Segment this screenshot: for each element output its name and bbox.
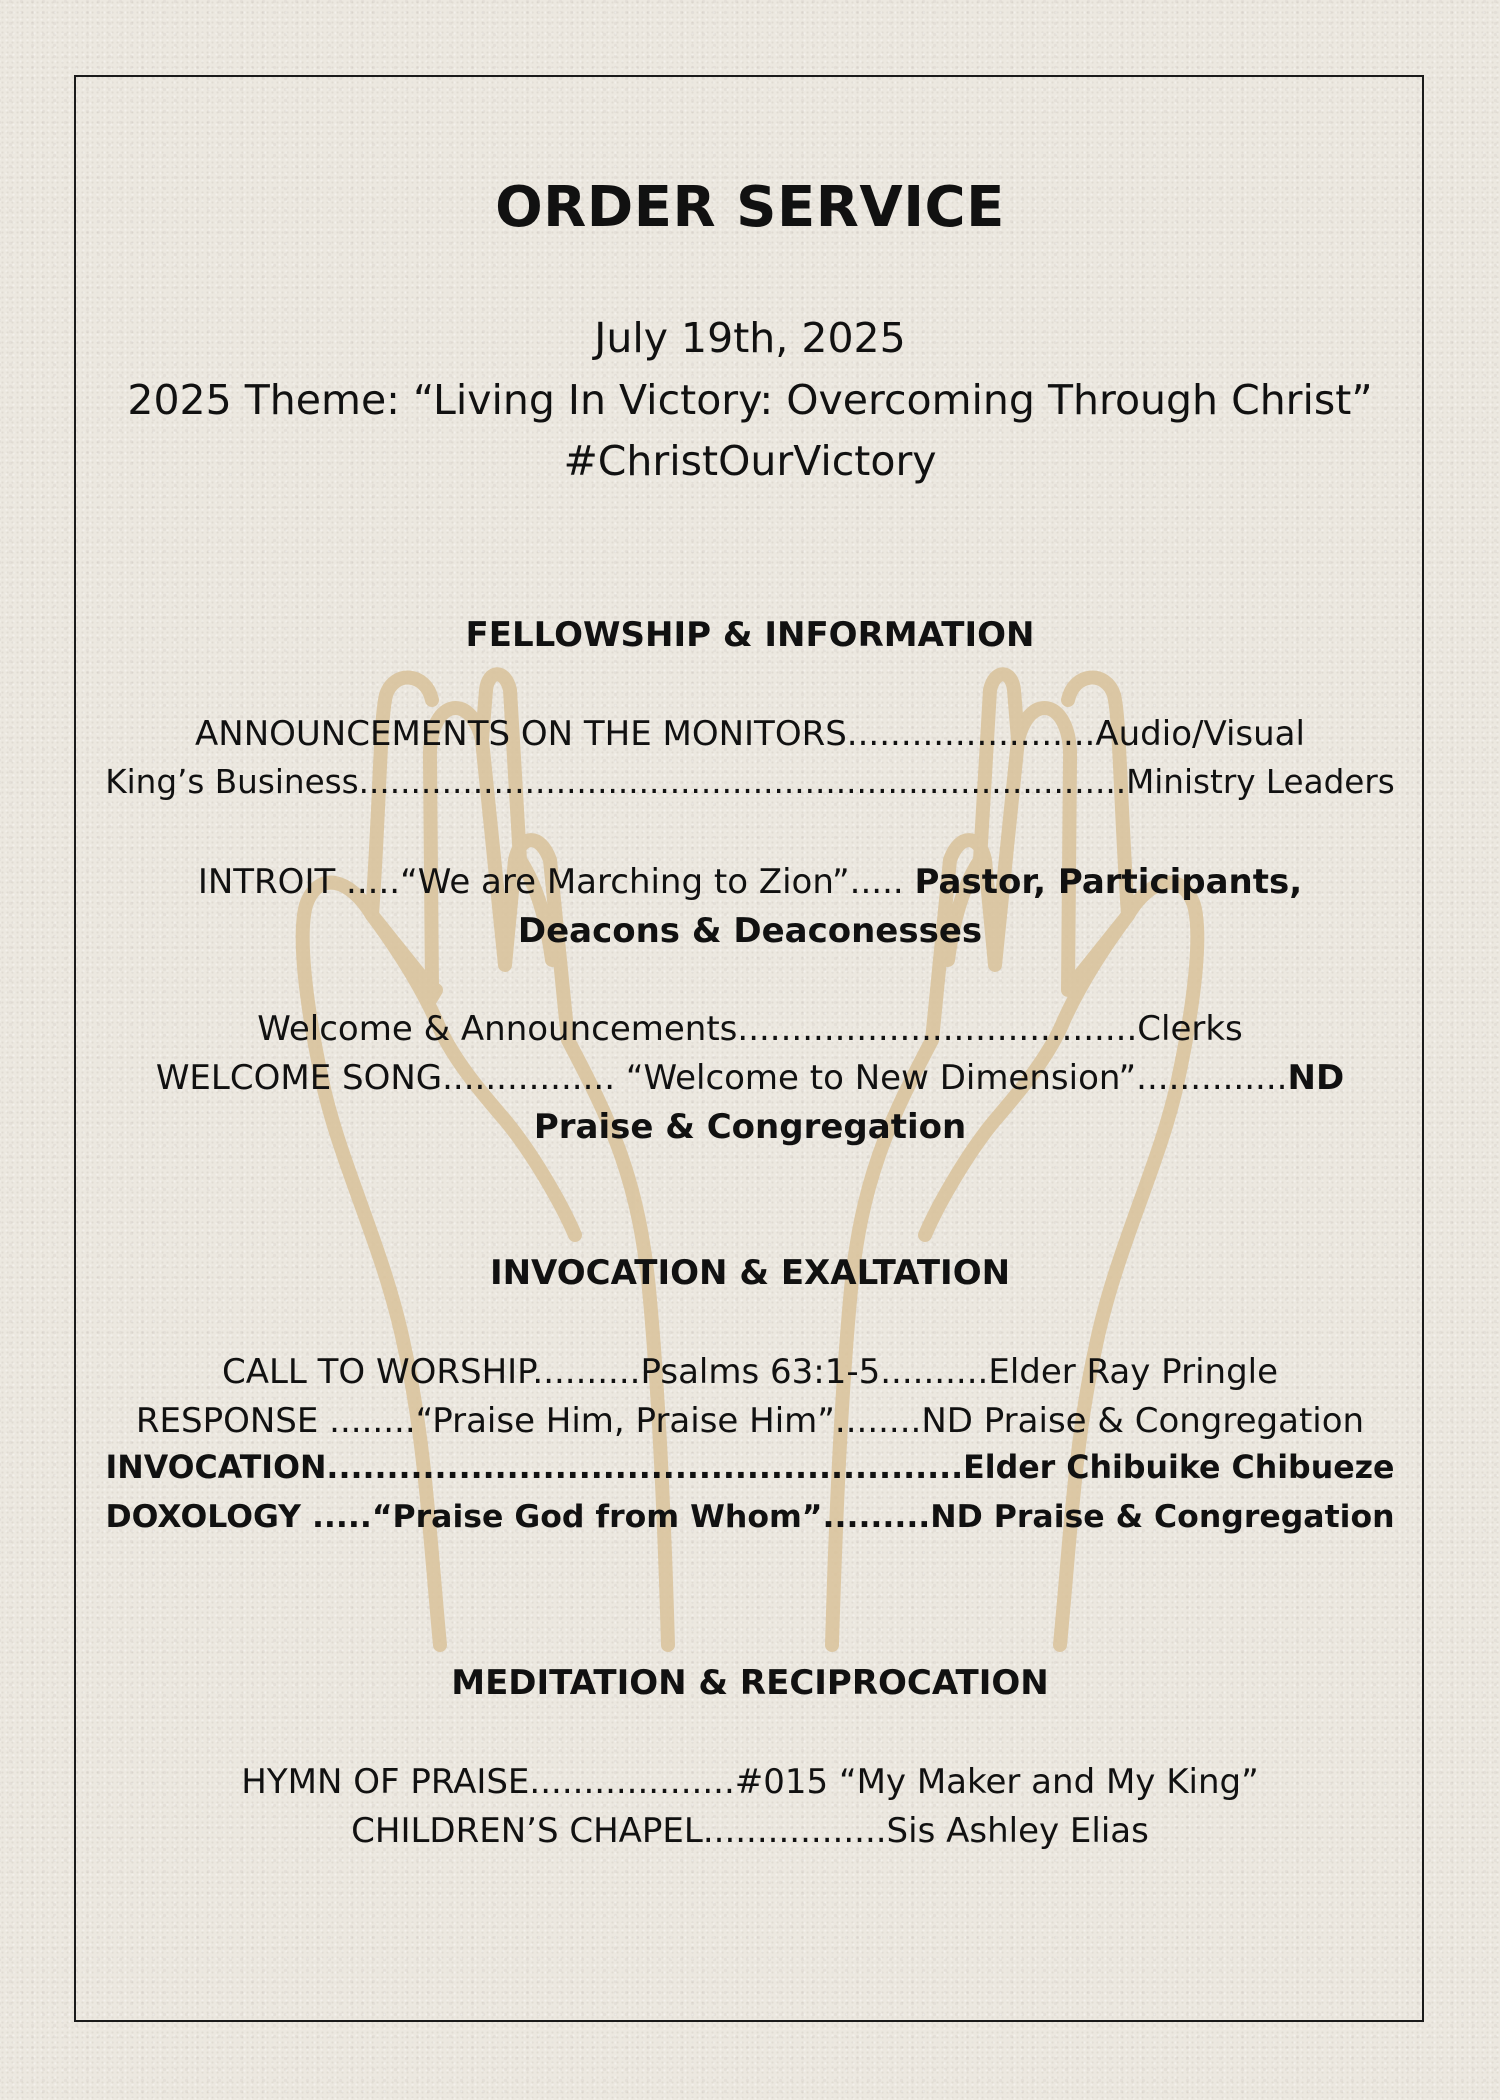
- introit-leaders: Pastor, Participants,: [914, 862, 1303, 902]
- page-title: ORDER SERVICE: [495, 175, 1005, 240]
- section-heading-meditation: MEDITATION & RECIPROCATION: [451, 1663, 1049, 1703]
- service-date: July 19th, 2025: [594, 314, 906, 362]
- program-item-introit-leaders: Deacons & Deaconesses: [517, 911, 983, 951]
- program-item-kings-business: King’s Business..........................................................................Ministry Leaders: [105, 763, 1395, 801]
- program-item-welcome: Welcome & Announcements.....................................Clerks: [257, 1009, 1243, 1049]
- section-heading-fellowship: FELLOWSHIP & INFORMATION: [465, 615, 1035, 655]
- program-item-welcome-song: [0, 1058, 1500, 1098]
- welcome-song-leader: ND: [1287, 1058, 1345, 1098]
- year-theme: 2025 Theme: “Living In Victory: Overcoming Through Christ”: [127, 376, 1373, 424]
- program-item-hymn: HYMN OF PRAISE...................#015 “My Maker and My King”: [241, 1762, 1259, 1802]
- program-item-invocation: INVOCATION.....................................................Elder Chibuike Chibueze: [105, 1450, 1395, 1486]
- section-heading-invocation: INVOCATION & EXALTATION: [489, 1253, 1011, 1293]
- theme-hashtag: #ChristOurVictory: [563, 437, 937, 485]
- program-item-childrens-chapel: CHILDREN’S CHAPEL.................Sis Ashley Elias: [351, 1811, 1149, 1851]
- introit-text: INTROIT .....“We are Marching to Zion”.....: [197, 862, 915, 902]
- welcome-song-text: WELCOME SONG................ “Welcome to New Dimension”..............: [155, 1058, 1288, 1098]
- program-item-announcements: ANNOUNCEMENTS ON THE MONITORS.......................Audio/Visual: [195, 714, 1305, 754]
- program-item-call-to-worship: CALL TO WORSHIP..........Psalms 63:1-5..........Elder Ray Pringle: [221, 1352, 1279, 1392]
- program-item-introit: [0, 862, 1500, 902]
- program-item-response: RESPONSE ........“Praise Him, Praise Him”........ND Praise & Congregation: [135, 1401, 1365, 1441]
- program-item-doxology: DOXOLOGY .....“Praise God from Whom”.........ND Praise & Congregation: [105, 1499, 1395, 1535]
- program-item-welcome-song-leaders: Praise & Congregation: [533, 1107, 967, 1147]
